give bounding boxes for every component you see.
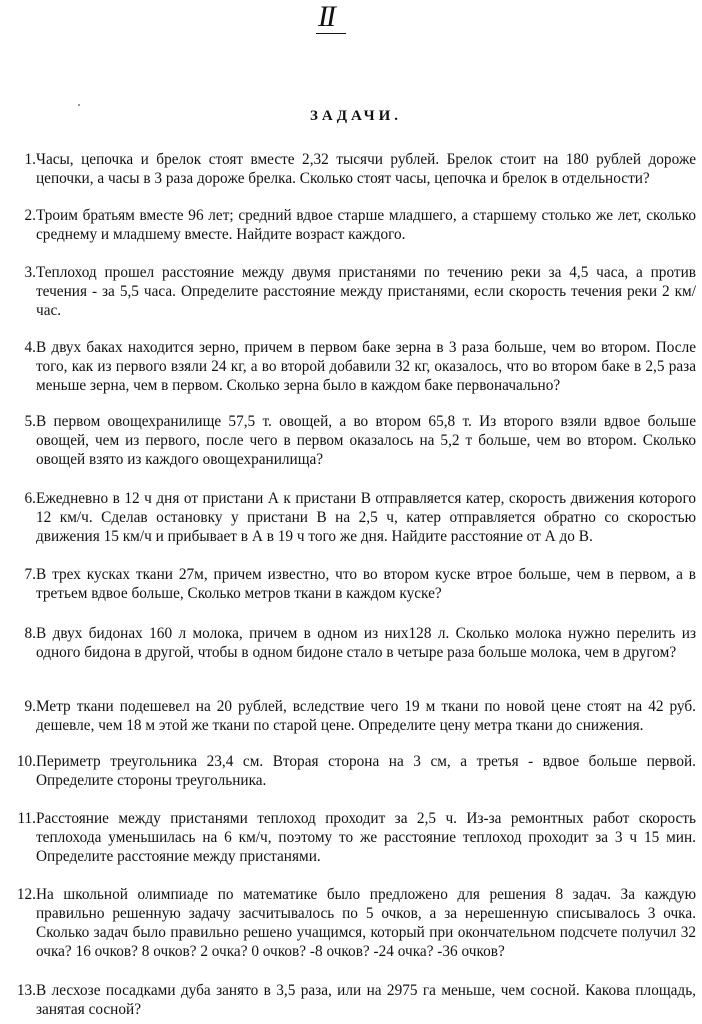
problem-text: На школьной олимпиаде по математике было предложено для решения 8 задач. За каждую правильно решенную задачу засчитывалось по 5 очков, а за нерешенную списывалось 3 очка. Сколько задач было правильно решено учащимся, который при окончательном подсчете получил 32 очка? 16 очков? 8 очков? 2 очка? 0 очков? -8 очков? -24 очка? -36 очков? [36, 886, 696, 960]
problem-text: В двух бидонах 160 л молока, причем в одном из них128 л. Сколько молока нужно перелить из одного бидона в другой, чтобы в одном бидоне стало в четыре раза больше молока, чем в другом? [36, 625, 696, 661]
problem-text: Часы, цепочка и брелок стоят вместе 2,32 тысячи рублей. Брелок стоит на 180 рублей дороже цепочки, а часы в 3 раза дороже брелка. Сколько стоят часы, цепочка и брелок в отдельности? [36, 151, 696, 187]
problem-item [14, 885, 700, 961]
problem-text: В трех кусках ткани 27м, причем известно, что во втором куске втрое больше, чем в первом, а в третьем вдвое больше, Сколько метров ткани в каждом куске? [36, 566, 696, 602]
problem-number: 13. [16, 982, 36, 999]
scan-speck [78, 104, 80, 106]
problem-number: 1. [24, 151, 36, 168]
problem-number: 9. [24, 698, 36, 715]
problem-text: Троим братьям вместе 96 лет; средний вдвое старше младшего, а старшему столько же лет, сколько среднему и младшему вместе. Найдите возраст каждого. [36, 207, 696, 243]
problem-number: 6. [24, 490, 36, 507]
problem-number: 10. [16, 753, 36, 770]
problem-number: 5. [24, 413, 36, 430]
problem-number: 4. [24, 339, 36, 356]
page-number-underline [316, 33, 346, 34]
problem-item [14, 206, 700, 244]
problem-item [14, 150, 700, 188]
problem-number: 7. [24, 566, 36, 583]
problem-item [14, 565, 700, 603]
page-title: ЗАДАЧИ. [309, 108, 403, 124]
problem-item [14, 981, 700, 1019]
problem-number: 11. [17, 810, 36, 827]
problem-item [14, 338, 700, 395]
problem-item [14, 624, 700, 662]
problem-text: Ежедневно в 12 ч дня от пристани А к пристани В отправляется катер, скорость движения которого 12 км/ч. Сделав остановку у пристани В на 2,5 ч, катер отправляется обратно со скоростью движения 15 км/ч и прибывает в А в 19 ч того же дня. Найдите расстояние от А до В. [36, 490, 696, 545]
problem-item [14, 752, 700, 790]
problem-text: В двух баках находится зерно, причем в первом баке зерна в 3 раза больше, чем во втором. После того, как из первого взяли 24 кг, а во второй добавили 32 кг, оказалось, что во втором баке в 2,5 раза меньше зерна, чем в первом. Сколько зерна было в каждом баке первоначально? [36, 339, 696, 394]
problem-text: Расстояние между пристанями теплоход проходит за 2,5 ч. Из-за ремонтных работ скорость теплохода уменьшилась на 6 км/ч, поэтому то же расстояние теплоход проходит за 3 ч 15 мин. Определите расстояние между пристанями. [36, 810, 696, 865]
problem-item [14, 489, 700, 546]
problem-text: Периметр треугольника 23,4 см. Вторая сторона на 3 см, а третья - вдвое больше первой. Определите стороны треугольника. [36, 753, 696, 789]
problem-number: 8. [24, 625, 36, 642]
problem-item [14, 412, 700, 469]
problem-number: 12. [16, 886, 36, 903]
problem-item [14, 263, 700, 320]
problem-number: 3. [24, 264, 36, 281]
problem-item [14, 697, 700, 735]
problem-number: 2. [24, 207, 36, 224]
problem-text: В лесхозе посадками дуба занято в 3,5 раза, или на 2975 га меньше, чем сосной. Какова площадь, занятая сосной? [36, 982, 696, 1018]
problem-text: Метр ткани подешевел на 20 рублей, вследствие чего 19 м ткани по новой цене стоят на 42 руб. дешевле, чем 18 м этой же ткани по старой цене. Определите цену метра ткани до снижения. [36, 698, 696, 734]
problem-text: Теплоход прошел расстояние между двумя пристанями по течению реки за 4,5 часа, а против течения - за 5,5 часа. Определите расстояние между пристанями, если скорость течения реки 2 км/час. [36, 264, 696, 319]
problem-text: В первом овощехранилище 57,5 т. овощей, а во втором 65,8 т. Из второго взяли вдвое больше овощей, чем из первого, после чего в первом оказалось на 5,2 т больше, чем во втором. Сколько овощей взято из каждого овощехранилища? [36, 413, 696, 468]
problem-item [14, 809, 700, 866]
page-number: II [318, 0, 334, 33]
